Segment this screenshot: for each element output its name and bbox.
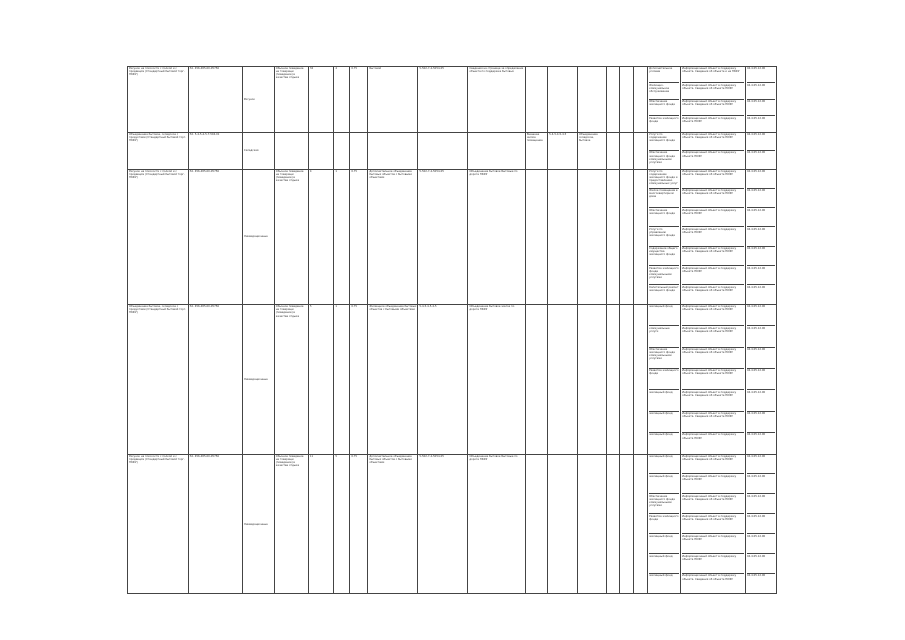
sub-entry: Информационный объект в поддержку объекта ПКФУ <box>682 228 744 247</box>
cell-c14 <box>606 133 620 170</box>
cell-c12 <box>548 169 578 305</box>
cell-c13 <box>577 67 606 133</box>
cell-c14 <box>606 67 620 133</box>
sub-entry: Информационный объект в поддержку объекта. Сведения об объекте и на ПКФУ <box>682 67 744 83</box>
sub-entry: Информационный объект в поддержку объекта. Сведения об объекте ПКФУ <box>682 412 744 433</box>
subcell-c <box>746 169 777 305</box>
sub-entry: жилищный фонд <box>649 433 673 437</box>
sub-entry: 04.4.05.12.00 <box>747 369 775 390</box>
cell-c14 <box>606 454 620 594</box>
sub-entry: Развитие жилищного фонда коммунальными услугами <box>649 267 679 286</box>
cell-c11 <box>525 169 547 305</box>
sub-entry: Информационный объект в поддержку объекта. Сведения об объекте ПКФУ <box>682 515 744 534</box>
sub-entry: Информационный объект в поддержку объекта. Сведения об объекте ПКФУ <box>682 100 744 116</box>
sub-entry: 04.4.05.12.00 <box>747 189 775 208</box>
sub-entry: 04.4.05.12.00 <box>747 84 775 100</box>
cell-c10 <box>468 133 525 170</box>
sub-entry: коммунальные услуги <box>649 327 679 348</box>
sub-entry: 04.4.05.12.00 <box>747 170 775 189</box>
cell-c6: 5 <box>334 454 350 594</box>
cell-c2: Эл. 456-485-00-05756 <box>188 169 242 305</box>
sub-entry: Развитие жилищного фонда <box>649 116 679 123</box>
sub-entry: 04.4.05.12.00 <box>747 285 766 289</box>
sub-entry: 04.4.05.12.00 <box>747 209 775 228</box>
sub-entry: Информационный объект в поддержку объекта. Сведения об объекте ПКФУ <box>682 189 744 208</box>
subcell-c <box>746 454 777 594</box>
sub-entry: Обеспечение жилищного фонда <box>649 209 679 228</box>
sub-entry: 04.4.05.12.00 <box>747 348 775 369</box>
subcell-b <box>681 133 746 170</box>
cell-c5: 5 <box>308 305 334 455</box>
sub-entry: 04.4.05.12.00 <box>747 151 766 155</box>
sub-entry: Обеспечение жилищного фонда коммунальными услугами <box>649 495 679 514</box>
cell-c9: 5-4-5-4-5-4-5 <box>418 305 468 455</box>
table-row <box>128 133 777 170</box>
cell-c2: Эл. 456-485-00-05756 <box>188 305 242 455</box>
subcell-a <box>648 454 681 594</box>
cell-c6: 4 <box>334 67 350 133</box>
sub-entry: Информационный объект в поддержку объекта ПКФУ <box>682 116 737 123</box>
table-body <box>128 67 777 594</box>
cell-c9: 5-502-7-4-5054-05 <box>418 67 468 133</box>
sub-entry: 04.4.05.12.00 <box>747 391 775 412</box>
sub-entry: Информационный объект в поддержку объекта. Сведения об объекте ПКФУ <box>682 574 737 581</box>
sub-entry: Развитие жилищного фонда <box>649 515 679 534</box>
sub-entry: Информационный объект в поддержку объекта ПКФУ <box>682 433 737 440</box>
cell-c3: Ликвидационные <box>242 169 274 305</box>
subcell-b <box>681 169 746 305</box>
sub-entry: Информационный объект в поддержку объекта. Сведения об объекте ПКФУ <box>682 369 744 390</box>
cell-c4: Обычное поведение не товарищи (поведение) в качестве отдыха <box>274 305 308 455</box>
sub-entry: 04.4.05.12.00 <box>747 535 775 554</box>
cell-c12 <box>548 305 578 455</box>
cell-c3: Ликвидационные <box>242 305 274 455</box>
sub-entry: Информационный объект в поддержку объекта ПКФУ <box>682 535 744 554</box>
sub-entry: 04.4.05.12.00 <box>747 100 775 116</box>
subcell-c <box>746 133 777 170</box>
sub-entry: 04.4.05.12.00 <box>747 305 775 326</box>
subcell-a <box>648 169 681 305</box>
cell-c15 <box>620 133 634 170</box>
subcell-a <box>648 305 681 455</box>
subcell-a <box>648 67 681 133</box>
cell-c16 <box>634 133 648 170</box>
sub-entry: Капитальный ремонт жилищного фонда <box>649 285 679 293</box>
cell-c12 <box>548 454 578 594</box>
sub-entry: жилищный фонд <box>649 305 679 326</box>
sub-entry: Информационный объект в поддержку объекта ПКФУ <box>682 209 744 228</box>
cell-c14 <box>606 305 620 455</box>
sub-entry: Информационный объект в поддержку объекта ПКФУ <box>682 267 744 286</box>
sub-entry: жилищный фонд <box>649 574 673 578</box>
cell-c1: Объединение бытовое, складское с продуктами (Стандартный бытовой торг. ПКФУ) <box>128 133 189 170</box>
sub-entry: Информационный объект в поддержку объекта. Сведения об объекте ПКФУ <box>682 285 737 293</box>
sub-entry: Обеспечение жилищного фонда коммунальными услугами <box>649 151 675 164</box>
sub-entry: 04.4.05.12.00 <box>747 247 775 266</box>
cell-c2: Эл. 456-485-00-05756 <box>188 67 242 133</box>
sub-entry: Обеспечение жилищного фонда коммунальными услугами <box>649 348 679 369</box>
cell-c7 <box>350 133 368 170</box>
subcell-b <box>681 454 746 594</box>
sub-entry: Информационный объект в поддержку объекта. Сведения об объекте ПКФУ <box>682 455 744 474</box>
cell-c4: Обычное поведение не товарищи (поведение) в качестве отдыха <box>274 169 308 305</box>
cell-c10: Объединение бытовое Бытовые по дороге ПКФУ <box>468 454 525 594</box>
sub-entry: 04.4.05.12.00 <box>747 116 766 120</box>
cell-c8: Дополнительное объединение бытовых объектов с бытовыми объектами <box>368 169 418 305</box>
sub-entry: жилищный фонд <box>649 475 679 494</box>
cell-c16 <box>634 305 648 455</box>
cell-c13 <box>577 305 606 455</box>
sub-entry: жилищный фонд <box>649 535 679 554</box>
cell-c13: Объединение складское, бытовое <box>577 133 606 170</box>
cell-c6 <box>334 133 350 170</box>
sub-entry: 04.4.05.12.00 <box>747 433 766 437</box>
sub-entry: жилищный фонд <box>649 455 679 474</box>
cell-c11 <box>525 454 547 594</box>
subcell-a <box>648 133 681 170</box>
cell-c10: Объединение бытовое Бытовые по дороге ПКФУ <box>468 169 525 305</box>
cell-c13 <box>577 169 606 305</box>
cell-c1: Рисунок на плоскости с полкой и с продавцом (Стандартный бытовой торг. ПКФУ) <box>128 67 189 133</box>
sub-entry: 04.4.05.12.00 <box>747 67 775 83</box>
sub-entry: Информационный объект в поддержку объекта. Сведения об объекте ПКФУ <box>682 495 744 514</box>
sub-entry: 04.4.05.12.00 <box>747 574 766 578</box>
subcell-c <box>746 305 777 455</box>
sub-entry: жилищный фонд <box>649 412 679 433</box>
cell-c16 <box>634 67 648 133</box>
cell-c6: 1 <box>334 305 350 455</box>
cell-c3: Рисунок <box>242 67 274 133</box>
cell-c10: Объединение бытовое жилое по дороге ПКФУ <box>468 305 525 455</box>
sub-entry: Услуги по управлению жилищного фонда <box>649 228 679 247</box>
sub-entry: 04.4.05.12.00 <box>747 495 775 514</box>
cell-c9: 5-502-7-4-5054-05 <box>418 454 468 594</box>
cell-c8: Бытовой <box>368 67 418 133</box>
cell-c15 <box>620 67 634 133</box>
cell-c5 <box>308 133 334 170</box>
subcell-c <box>746 67 777 133</box>
cell-c4: Обычное поведение не товарищи (поведение) в качестве отдыха <box>274 454 308 594</box>
sub-entry: 04.4.05.12.00 <box>747 555 775 574</box>
sub-entry: Содержание общего имущества жилищного фонда <box>649 247 679 266</box>
cell-c16 <box>634 169 648 305</box>
cell-c7: 0.75 <box>350 305 368 455</box>
cell-c15 <box>620 305 634 455</box>
sub-entry: Информационный объект в поддержку объекта ПКФУ <box>682 555 744 574</box>
sub-entry: 04.4.05.12.00 <box>747 455 775 474</box>
subcell-b <box>681 305 746 455</box>
subcell-b <box>681 67 746 133</box>
cell-c8: Дополнительное объединение бытовых объектов с бытовыми объектами <box>368 454 418 594</box>
cell-c5: 4 <box>308 169 334 305</box>
cell-c11: Внешнее жилое помещение <box>525 133 547 170</box>
sub-entry: 04.4.05.12.00 <box>747 475 775 494</box>
sub-entry: Услуги по содержанию жилищного фонда <box>649 133 679 151</box>
sub-entry: 04.4.05.12.00 <box>747 515 775 534</box>
cell-c11 <box>525 305 547 455</box>
sub-entry: 04.4.05.12.00 <box>747 133 775 151</box>
cell-c5: 11 <box>308 454 334 594</box>
sub-entry: Жилищно-коммунальное обслуживание <box>649 84 679 100</box>
sub-entry: жилищный фонд <box>649 391 679 412</box>
cell-c12: 5-4-5-4-5-4-5 <box>548 133 578 170</box>
sub-entry: Информационный объект в поддержку объекта ПКФУ <box>682 151 737 158</box>
sub-entry: Жилое помещение в многоквартирном доме <box>649 189 679 208</box>
table-row <box>128 454 777 594</box>
sub-entry: Обеспечение жилищного фонда <box>649 100 679 116</box>
cell-c15 <box>620 169 634 305</box>
cell-c7: 0.75 <box>350 67 368 133</box>
cell-c2: Эл. 5-4-5-4-5-7-504-01 <box>188 133 242 170</box>
cell-c1: Рисунок на плоскости с полкой и с продавцом (Стандартный бытовой торг. ПКФУ) <box>128 454 189 594</box>
sub-entry: 04.4.05.12.00 <box>747 267 775 286</box>
sub-entry: Информационный объект в поддержку объекта. Сведения об объекте ПКФУ <box>682 84 744 100</box>
cell-c3: Складская <box>242 133 274 170</box>
sub-entry: Информационный объект в поддержку объекта. Сведения об объекте ПКФУ <box>682 348 744 369</box>
cell-c9 <box>418 133 468 170</box>
document-table <box>127 66 777 594</box>
cell-c7: 0.75 <box>350 454 368 594</box>
cell-c7: 0.75 <box>350 169 368 305</box>
sub-entry: жилищный фонд <box>649 555 679 574</box>
cell-c6: 1 <box>334 169 350 305</box>
sub-entry: Информационный объект в поддержку объекта ПКФУ <box>682 475 744 494</box>
cell-c5: 34 <box>308 67 334 133</box>
cell-c9: 5-502-7-4-5054-05 <box>418 169 468 305</box>
cell-c1: Рисунок на плоскости с полкой и с продавцом (Стандартный бытовой торг. ПКФУ) <box>128 169 189 305</box>
sub-entry: Информационный объект в поддержку объекта. Сведения об объекте ПКФУ <box>682 391 744 412</box>
sub-entry: Информационный объект в поддержку объекта. Сведения об объекте ПКФУ <box>682 170 744 189</box>
cell-c2: Эл. 456-485-00-05756 <box>188 454 242 594</box>
cell-c14 <box>606 169 620 305</box>
cell-c12 <box>548 67 578 133</box>
sub-entry: Услуги по содержанию жилищного фонда и предоставлению коммунальных услуг <box>649 170 679 189</box>
cell-c15 <box>620 454 634 594</box>
sub-entry: Информационный объект в поддержку объекта. Сведения об объекте ПКФУ <box>682 327 744 348</box>
sub-entry: Информационный объект в поддержку объекта. Сведения об объекте ПКФУ <box>682 247 744 266</box>
cell-c10: Сведения на странице за определение объекта по поддержке бытовых <box>468 67 525 133</box>
table-row <box>128 305 777 455</box>
table-row <box>128 67 777 133</box>
sub-entry: Информационный объект в поддержку объекта. Сведения об объекте ПКФУ <box>682 133 744 151</box>
table-row <box>128 169 777 305</box>
sub-entry: 04.4.05.12.00 <box>747 327 775 348</box>
cell-c8: Жилищное объединение бытовых объектов с бытовыми объектами <box>368 305 418 455</box>
cell-c1: Объединение бытовое, складское с продуктами (Стандартный бытовой торг. ПКФУ) <box>128 305 189 455</box>
cell-c3: Ликвидационные <box>242 454 274 594</box>
cell-c4: Обычное поведение не товарищи (поведение) в качестве отдыха <box>274 67 308 133</box>
cell-c11 <box>525 67 547 133</box>
sub-entry: Развитие жилищного фонда <box>649 369 679 390</box>
sub-entry: 04.4.05.12.00 <box>747 228 775 247</box>
sub-entry: Дополнительное условие <box>649 67 679 83</box>
cell-c4 <box>274 133 308 170</box>
sub-entry: Информационный объект в поддержку объекта. Сведения об объекте ПКФУ <box>682 305 744 326</box>
cell-c13 <box>577 454 606 594</box>
sub-entry: 04.4.05.12.00 <box>747 412 775 433</box>
cell-c8 <box>368 133 418 170</box>
cell-c16 <box>634 454 648 594</box>
